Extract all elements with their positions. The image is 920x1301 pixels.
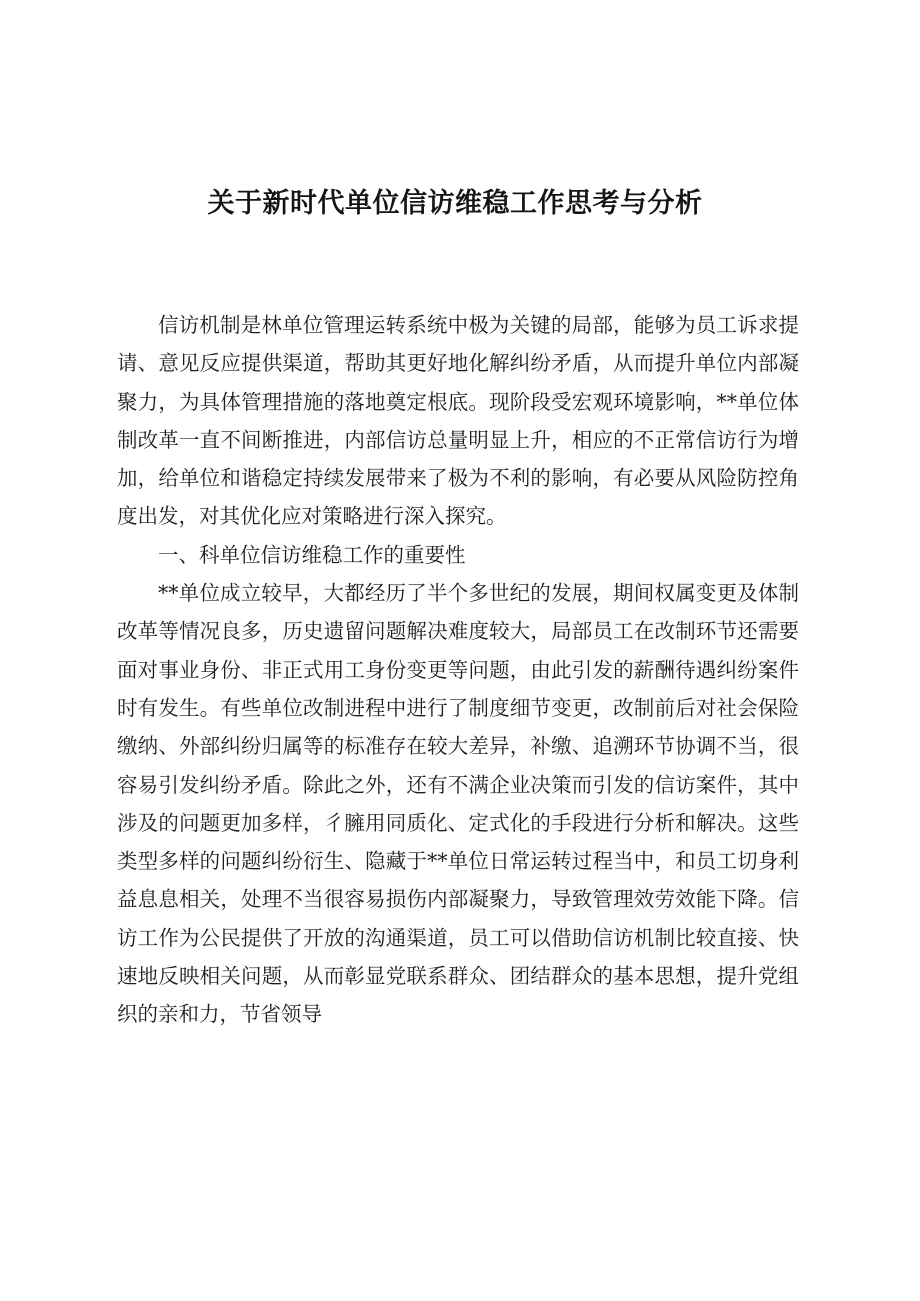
document-body	[117, 306, 799, 1034]
section-heading-1: 一、科单位信访维稳工作的重要性	[158, 542, 466, 567]
document-title: 关于新时代单位信访维稳工作思考与分析	[207, 188, 703, 219]
paragraph-intro: 信访机制是林单位管理运转系统中极为关键的局部，能够为员工诉求提请、意见反应提供渠道，帮助其更好地化解纠纷矛盾，从而提升单位内部凝聚力，为具体管理措施的落地奠定根底。现阶段受宏观环境影响，**单位体制改革一直不间断推进，内部信访总量明显上升，相应的不正常信访行为增加，给单位和谐稳定持续发展带来了极为不利的影响，有必要从风险防控角度出发，对其优化应对策略进行深入探究。	[117, 313, 799, 529]
paragraph-section-1: **单位成立较早，大都经历了半个多世纪的发展，期间权属变更及体制改革等情况良多，历史遗留问题解决难度较大，局部员工在改制环节还需要面对事业身份、非正式用工身份变更等问题，由此引发的薪酬待遇纠纷案件时有发生。有些单位改制进程中进行了制度细节变更，改制前后对社会保险缴纳、外部纠纷归属等的标准存在较大差异，补缴、追溯环节协调不当，很容易引发纠纷矛盾。除此之外，还有不满企业决策而引发的信访案件，其中涉及的问题更加多样，彳臃用同质化、定式化的手段进行分析和解决。这些类型多样的问题纠纷衍生、隐藏于**单位日常运转过程当中，和员工切身利益息息相关，处理不当很容易损伤内部凝聚力，导致管理效劳效能下降。信访工作为公民提供了开放的沟通渠道，员工可以借助信访机制比较直接、快速地反映相关问题，从而彰显党联系群众、团结群众的基本思想，提升党组织的亲和力，节省领导	[117, 581, 799, 1027]
